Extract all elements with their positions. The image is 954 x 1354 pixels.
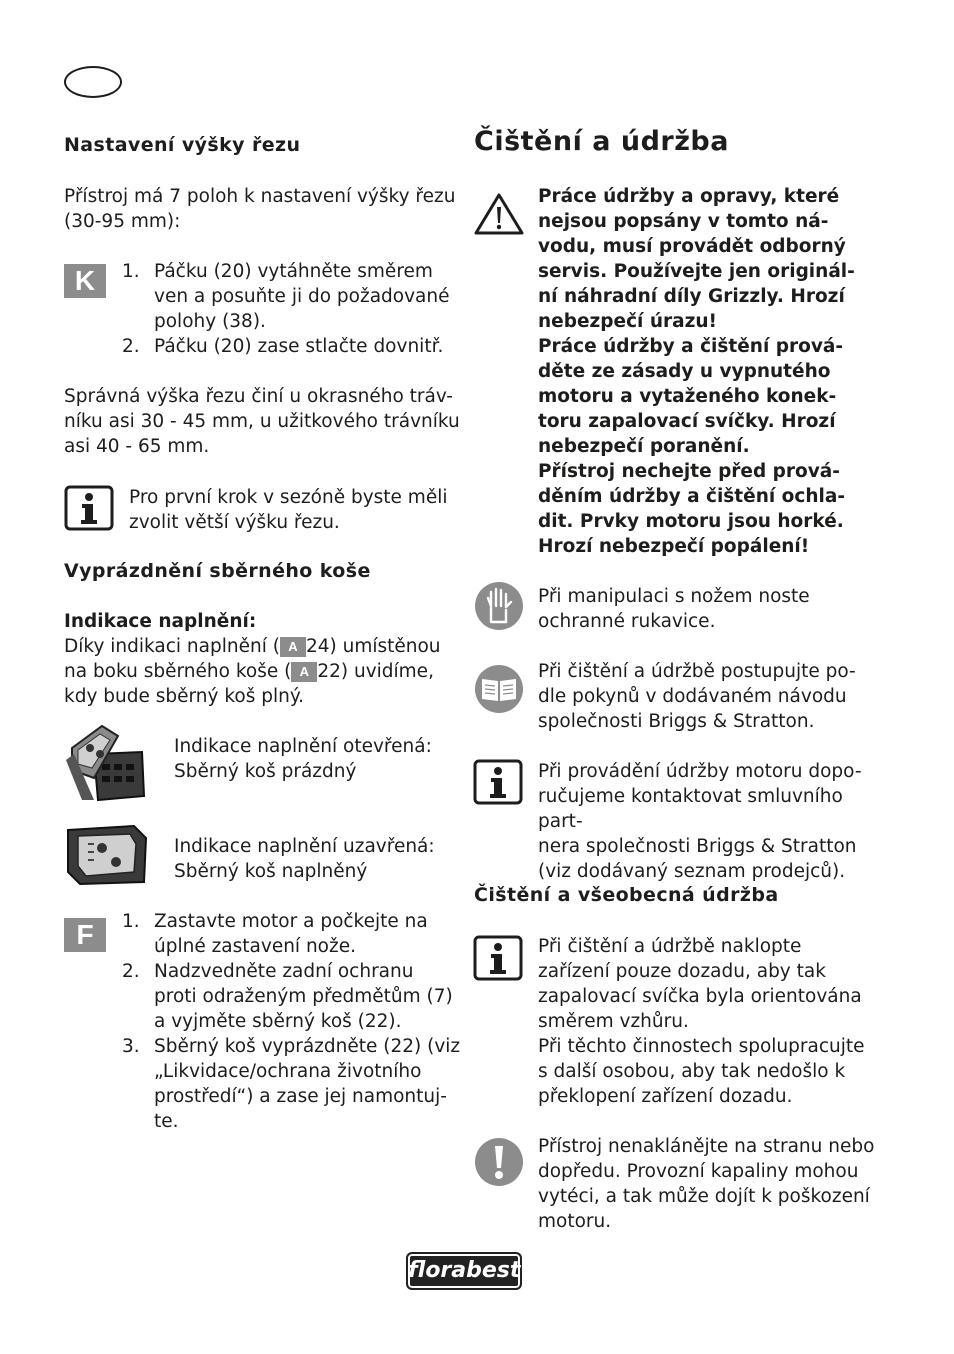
indicator-title: Indikace naplnění: [64, 611, 257, 632]
info-tilt-text: Při čištění a údržbě naklopte zařízení pouze dozadu, aby tak zapalovací svíčka byla orientována směrem vzhůru. Při těchto činnostech spolupracujte s další osobou, aby tak nedošlo k překlopení zařízení dozadu. [538, 936, 865, 1107]
info-icon [473, 935, 523, 981]
figure-badge-a: A [291, 662, 317, 682]
info-engine-text: Při provádění údržby motoru dopo- ručujeme kontaktovat smluvního part- nera společnosti Briggs & Stratton (viz dodávaný seznam prodejců). [538, 761, 862, 882]
section-title: Čištění a údržba [474, 126, 729, 157]
language-oval [64, 66, 122, 98]
gloves-text: Při manipulaci s nožem noste ochranné rukavice. [538, 586, 810, 632]
manual-book-icon [473, 663, 525, 715]
florabest-logo: florabest [406, 1252, 522, 1290]
warning-text: Práce údržby a opravy, které nejsou popsány v tomto ná- vodu, musí provádět odborný servis. Používejte jen originál- ní náhradní díly Grizzly. Hrozí nebezpečí úrazu! Práce údržby a čištění prová- děte ze zásady u vypnutého motoru a vytaženého konek- toru zapalovací svíčky. Hrozí nebezpečí poranění. Přístroj nechejte před prová- děním údržby a čištění ochla- dit. Prvky motoru jsou horké. Hrozí nebezpečí popálení! [538, 186, 855, 557]
info-icon [473, 759, 523, 805]
empty-box-steps [122, 909, 462, 1134]
list-item: 3. Sběrný koš vyprázdněte (22) (viz „Likvidace/ochrana životního prostředí“) a zase jej namontuj- te. [122, 1036, 461, 1132]
info-icon [64, 485, 114, 531]
caution-text: Přístroj nenaklánějte na stranu nebo dopředu. Provozní kapaliny mohou vytéci, a tak může dojít k poškození motoru. [538, 1136, 875, 1232]
cut-height-heading: Nastavení výšky řezu [64, 134, 301, 156]
caution-exclamation-icon [473, 1136, 525, 1188]
empty-box-heading: Vyprázdnění sběrného koše [64, 560, 371, 582]
list-item: 1. Zastavte motor a počkejte na úplné zastavení nože. [122, 911, 428, 957]
list-item: 1. Páčku (20) vytáhněte směrem ven a posuňte ji do požadované polohy (38). [122, 261, 450, 332]
info-note-text: Pro první krok v sezóně byste měli zvolit větší výšku řezu. [129, 487, 448, 533]
general-maintenance-heading: Čištění a všeobecná údržba [474, 884, 779, 906]
indicator-closed-illustration [64, 822, 148, 886]
indicator-closed-text: Indikace naplnění uzavřená: Sběrný koš naplněný [174, 836, 435, 882]
cut-height-steps [122, 259, 462, 359]
list-item: 2. Páčku (20) zase stlačte dovnitř. [122, 336, 444, 357]
correct-height-text: Správná výška řezu činí u okrasného tráv- níku asi 30 - 45 mm, u užitkového trávníku asi 40 - 65 mm. [64, 386, 460, 457]
indicator-open-text: Indikace naplnění otevřená: Sběrný koš prázdný [174, 736, 432, 782]
cut-height-intro: Přístroj má 7 poloh k nastavení výšky řezu (30-95 mm): [64, 186, 456, 232]
list-item: 2. Nadzvedněte zadní ochranu proti odraženým předmětům (7) a vyjměte sběrný koš (22). [122, 961, 453, 1032]
warning-icon [473, 192, 525, 236]
figure-badge-a: A [280, 637, 306, 657]
figure-badge-f: F [64, 918, 106, 952]
figure-badge-k: K [64, 264, 106, 298]
indicator-open-illustration [64, 724, 146, 802]
manual-text: Při čištění a údržbě postupujte po- dle pokynů v dodávaném návodu společnosti Briggs & Stratton. [538, 661, 856, 732]
gloves-icon [473, 580, 525, 632]
indicator-text: Díky indikaci naplnění ( A 24) umístěnou na boku sběrného koše ( A 22) uvidíme, kdy bude sběrný koš plný. [64, 636, 441, 707]
